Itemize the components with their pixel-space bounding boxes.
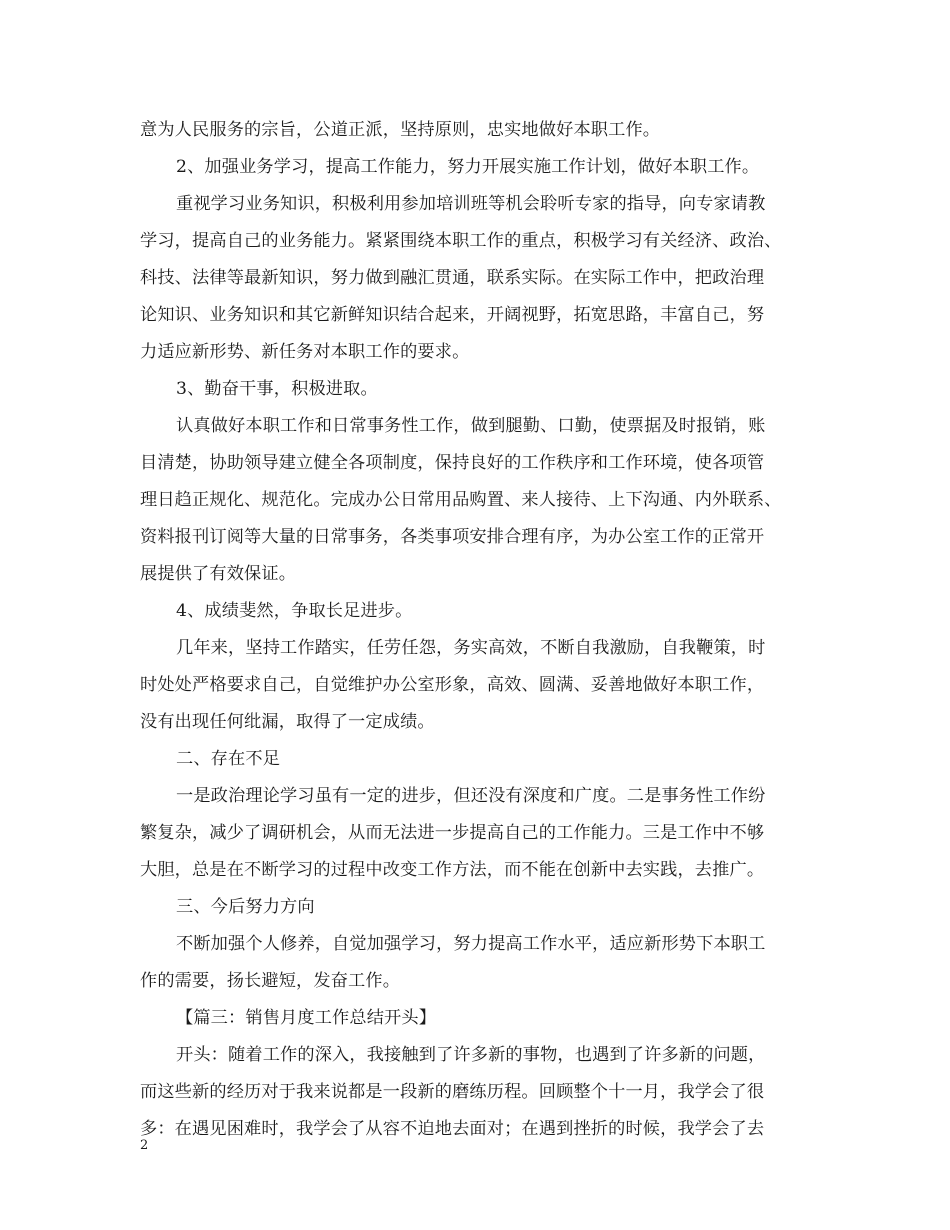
text-line: 时处处严格要求自己，自觉维护办公室形象，高效、圆满、妥善地做好本职工作， [140,675,765,695]
text-line: 认真做好本职工作和日常事务性工作，做到腿勤、口勤，使票据及时报销，账 [176,416,766,436]
text-line: 力适应新形势、新任务对本职工作的要求。 [140,342,470,362]
text-line: 大胆，总是在不断学习的过程中改变工作方法，而不能在创新中去实践，去推广。 [140,860,765,880]
text-line: 二、存在不足 [176,749,281,769]
text-line: 重视学习业务知识，积极利用参加培训班等机会聆听专家的指导，向专家请教 [176,194,766,214]
text-line: 而这些新的经历对于我来说都是一段新的磨练历程。回顾整个十一月，我学会了很 [140,1082,765,1102]
text-line: 理日趋正规化、规范化。完成办公日常用品购置、来人接待、上下沟通、内外联系、 [140,490,782,510]
text-line: 2、加强业务学习，提高工作能力，努力开展实施工作计划，做好本职工作。 [176,157,760,177]
document-body [140,112,830,1148]
text-line: 开头：随着工作的深入，我接触到了许多新的事物，也遇到了许多新的问题， [176,1045,766,1065]
text-line: 4、成绩斐然，争取长足进步。 [176,601,413,621]
text-line: 目清楚，协助领导建立健全各项制度，保持良好的工作秩序和工作环境，使各项管 [140,453,765,473]
text-line: 多：在遇见困难时，我学会了从容不迫地去面对；在遇到挫折的时候，我学会了去 [140,1119,765,1139]
text-line: 繁复杂，减少了调研机会，从而无法进一步提高自己的工作能力。三是工作中不够 [140,823,765,843]
text-line: 意为人民服务的宗旨，公道正派，坚持原则，忠实地做好本职工作。 [140,120,661,140]
text-line: 科技、法律等最新知识，努力做到融汇贯通，联系实际。在实际工作中，把政治理 [140,268,765,288]
text-line: 几年来，坚持工作踏实，任劳任怨，务实高效，不断自我激励，自我鞭策，时 [176,638,766,658]
text-line: 作的需要，扬长避短，发奋工作。 [140,971,401,991]
page-number: 2 [140,1138,149,1153]
text-line: 不断加强个人修养，自觉加强学习，努力提高工作水平，适应新形势下本职工 [176,934,766,954]
text-line: 学习，提高自己的业务能力。紧紧围绕本职工作的重点，积极学习有关经济、政治、 [140,231,782,251]
text-line: 【篇三：销售月度工作总结开头】 [176,1008,437,1028]
text-line: 三、今后努力方向 [176,897,315,917]
text-line: 一是政治理论学习虽有一定的进步，但还没有深度和广度。二是事务性工作纷 [176,786,766,806]
text-line: 展提供了有效保证。 [140,564,297,584]
text-line: 资料报刊订阅等大量的日常事务，各类事项安排合理有序，为办公室工作的正常开 [140,527,765,547]
text-line: 没有出现任何纰漏，取得了一定成绩。 [140,712,435,732]
text-line: 论知识、业务知识和其它新鲜知识结合起来，开阔视野，拓宽思路，丰富自己，努 [140,305,765,325]
text-line: 3、勤奋干事，积极进取。 [176,379,378,399]
